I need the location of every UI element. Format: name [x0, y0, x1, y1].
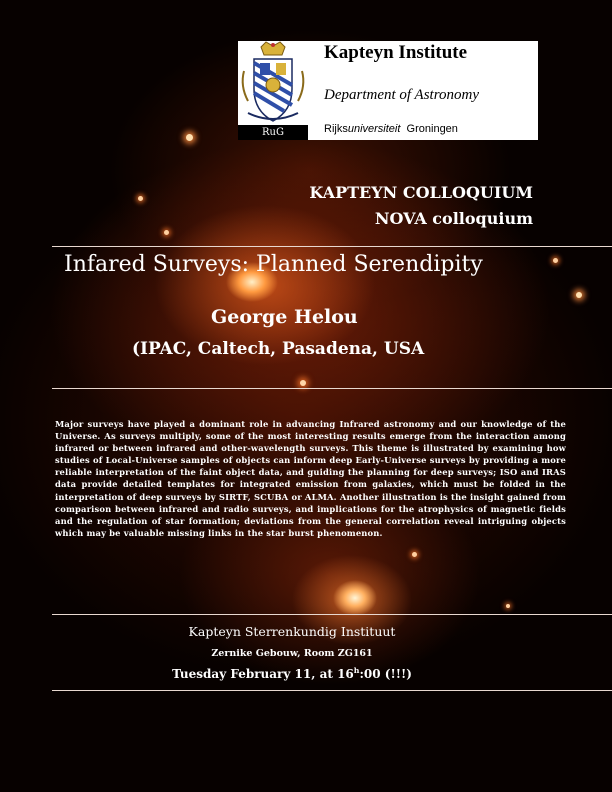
speaker-name: George Helou [211, 306, 358, 328]
time-suffix: :00 (!!!) [359, 667, 412, 681]
divider-line [52, 614, 612, 615]
star-knot [576, 292, 582, 298]
venue-name: Kapteyn Sterrenkundig Instituut [188, 624, 396, 639]
rug-badge-label: RuG [262, 127, 284, 138]
room-location: Zernike Gebouw, Room ZG161 [211, 648, 373, 659]
abstract-text: Major surveys have played a dominant role in advancing Infrared astronomy and our knowledge of the Universe. As surveys multiply, some of the most interesting results emerge from the interaction among infrared or between infrared and other-wavelength surveys. This theme is illustrated by examining how studies of Local-Universe samples of objects can inform deep Early-Universe surveys by providing a more reliable interpretation of the faint object data, and guiding the planning for deep surveys; ISO and IRAS data provide detailed templates for integrated emission from galaxies, which must be folded in the interpretation of deep surveys by SIRTF, SCUBA or ALMA. Another illustration is the insight gained from comparison between infrared and radio surveys, and implications for the atrophysics of magnetic fields and the regulation of star formation; deviations from the general correlation reveal intriguing objects which may be valuable missing links in the star burst phenomenon. [55, 419, 566, 538]
crest-shield-icon [238, 41, 308, 125]
university-city: Groningen [406, 123, 458, 135]
star-knot [186, 134, 193, 141]
department-name: Department of Astronomy [324, 87, 479, 103]
star-knot [138, 196, 143, 201]
star-knot [300, 380, 306, 386]
institute-name: Kapteyn Institute [324, 42, 468, 63]
colloquium-series [309, 180, 533, 232]
star-knot [506, 604, 510, 608]
divider-line [52, 388, 612, 389]
star-knot [553, 258, 558, 263]
divider-line [52, 690, 612, 691]
university-crest [238, 41, 308, 140]
speaker-affiliation: (IPAC, Caltech, Pasadena, USA [132, 339, 425, 359]
date-time [52, 666, 532, 681]
star-knot [412, 552, 417, 557]
university-name [324, 123, 458, 135]
date-text: Tuesday February 11, at 16 [172, 667, 354, 681]
series-name: NOVA colloquium [374, 209, 533, 228]
university-prefix: Rijks [324, 123, 348, 135]
university-italic: universiteit [347, 123, 401, 135]
talk-title: Infared Surveys: Planned Serendipity [64, 252, 483, 277]
colloquium-name: KAPTEYN COLLOQUIUM [309, 183, 533, 202]
divider-line [52, 246, 612, 247]
institute-logo-box [238, 41, 538, 140]
time-superscript: h [353, 666, 360, 675]
star-knot [164, 230, 169, 235]
